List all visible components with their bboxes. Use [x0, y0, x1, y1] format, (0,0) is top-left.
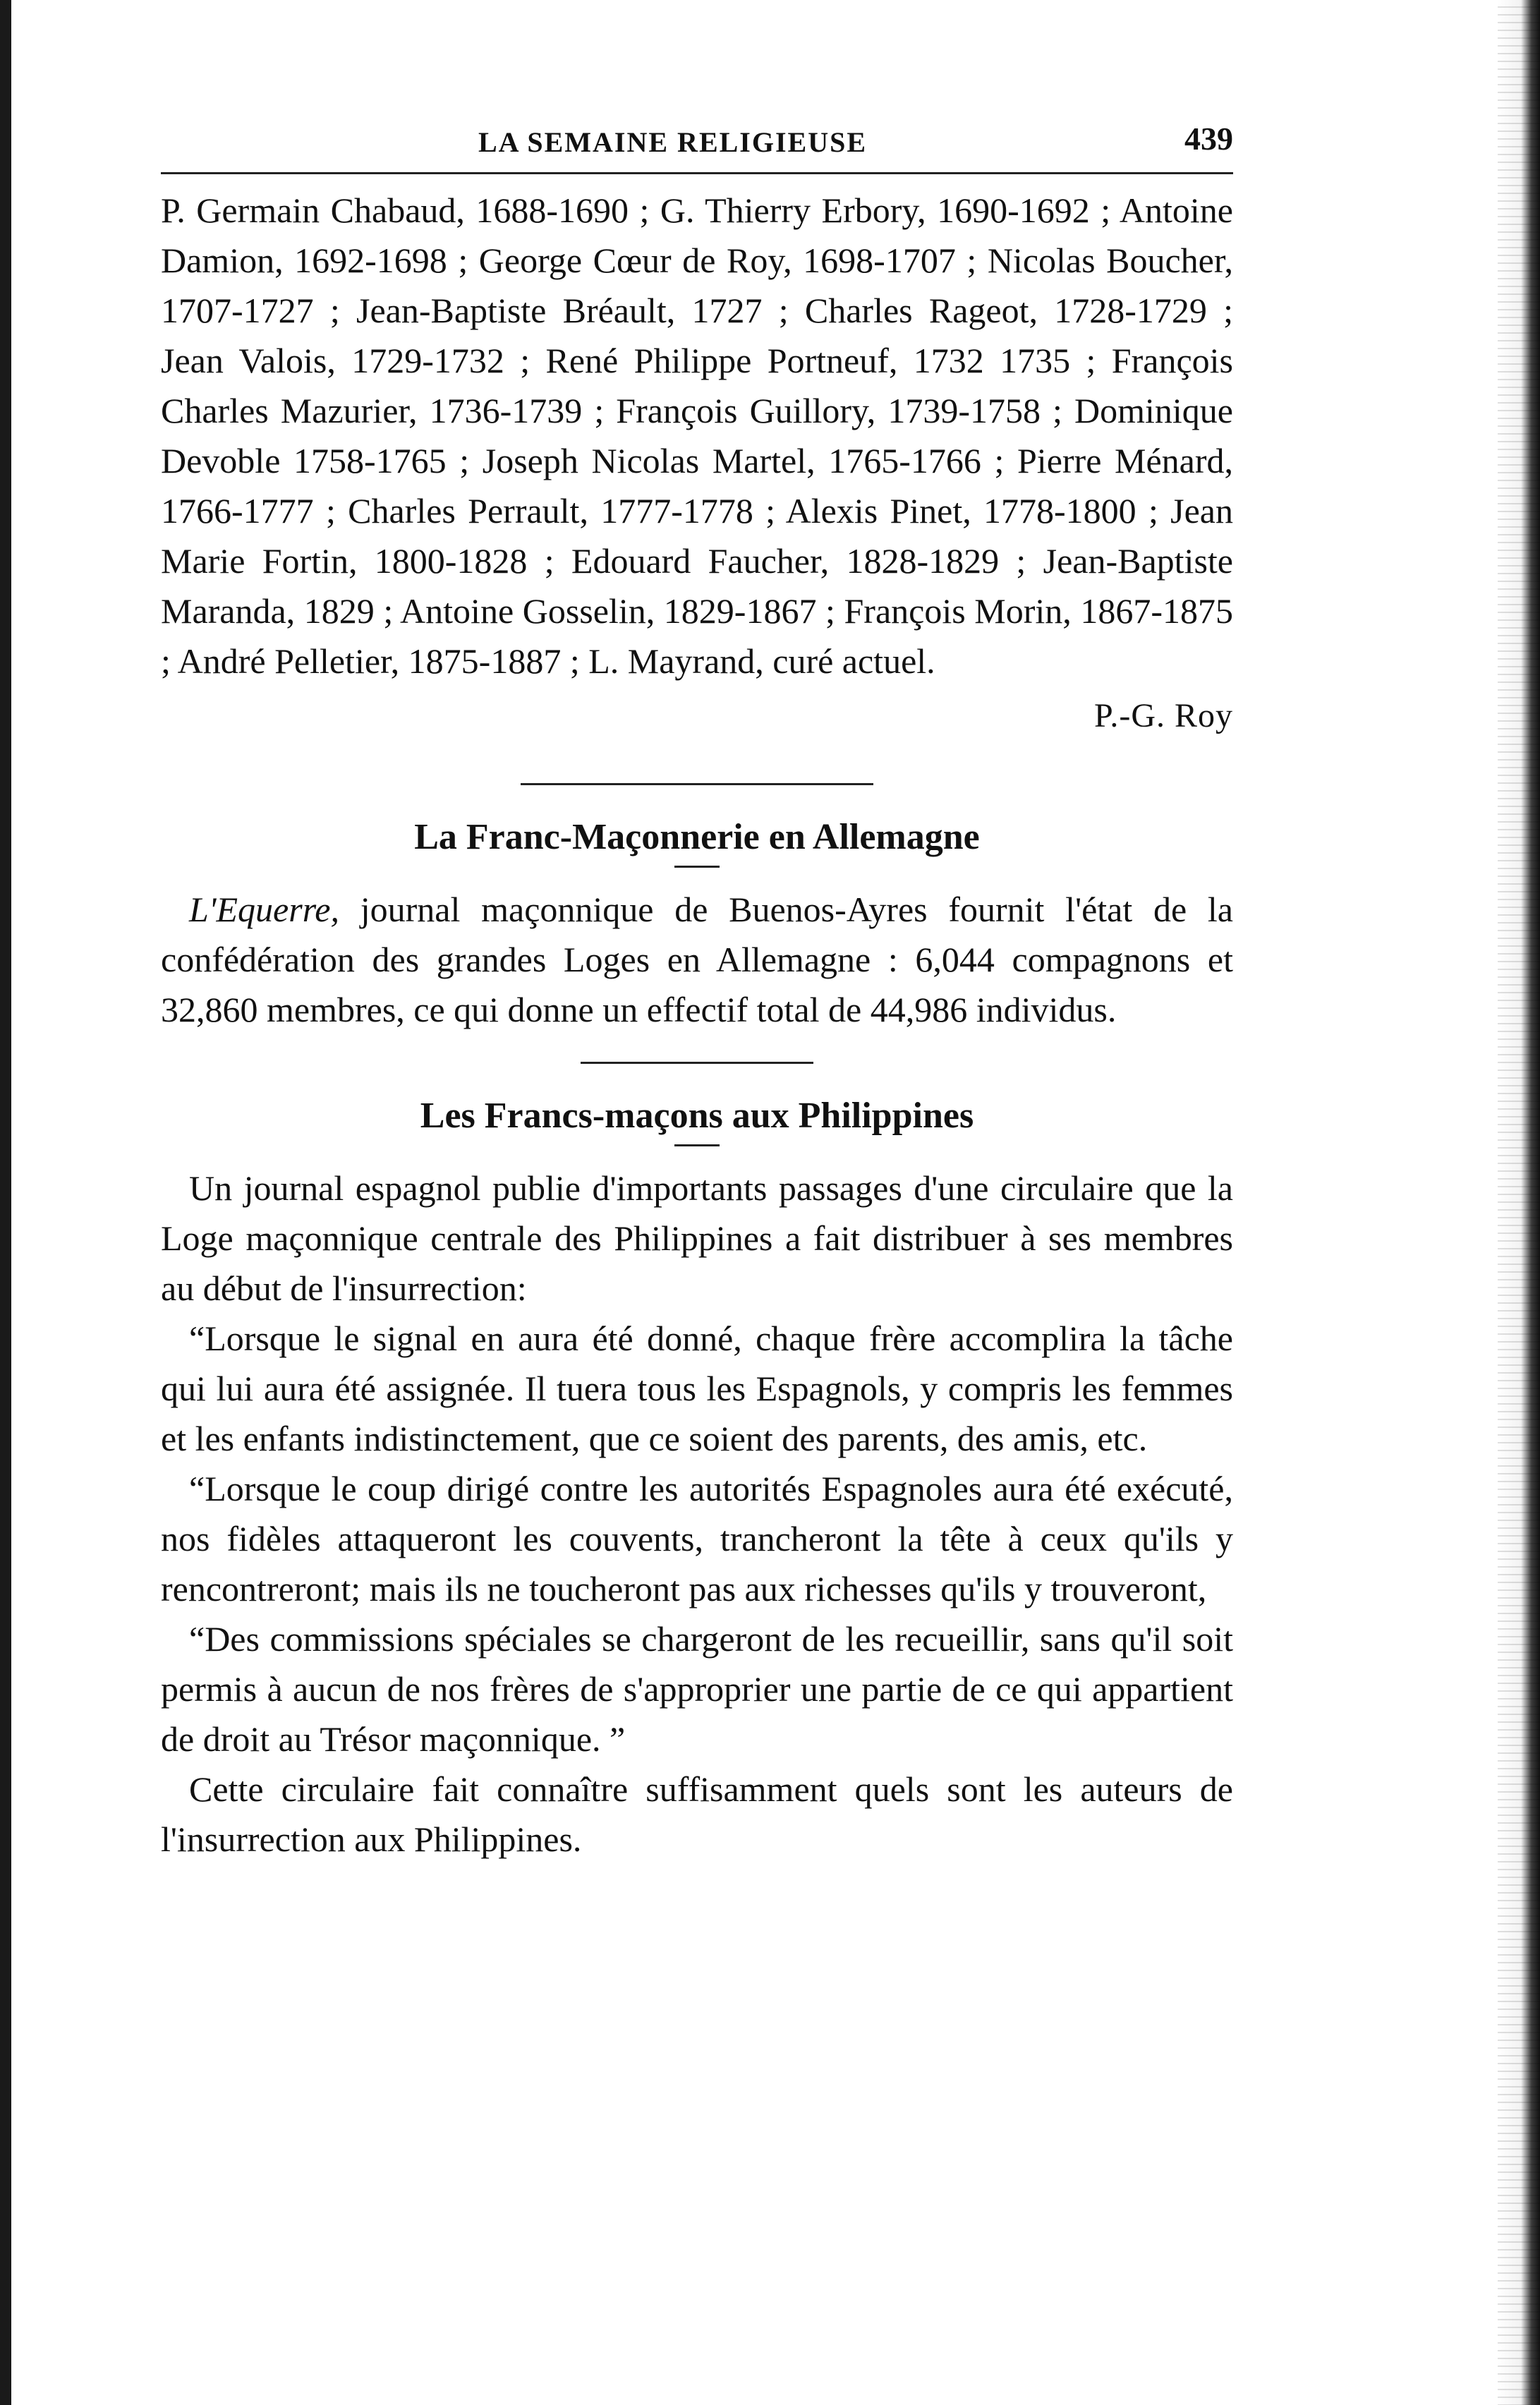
- title-dash: [674, 1144, 720, 1146]
- article-text: journal maçonnique de Buenos-Ayres fournit l'état de la confédération des grandes Loges en Allemagne : 6,044 compagnons et 32,860 membres, ce qui donne un effectif total de 44,986 individus.: [161, 890, 1233, 1029]
- section-divider: [521, 783, 873, 785]
- title-dash: [674, 866, 720, 868]
- running-head: [161, 120, 1233, 169]
- page-number: 439: [1184, 121, 1233, 157]
- article-paragraph: “Lorsque le signal en aura été donné, chaque frère accomplira la tâche qui lui aura été assignée. Il tuera tous les Espagnols, y compris les femmes et les enfants indistinctement, que ce soient des parents, des amis, etc.: [161, 1319, 1233, 1458]
- scan-edge-left: [0, 0, 11, 2405]
- page: [161, 120, 1233, 1865]
- curate-list-section: [161, 186, 1233, 741]
- article-paragraph: “Des commissions spéciales se chargeront de les recueillir, sans qu'il soit permis à aucun de nos frères de s'approprier une partie de ce qui appartient de droit au Trésor maçonnique. ”: [161, 1619, 1233, 1759]
- journal-name: L'Equerre,: [189, 890, 339, 929]
- section-divider: [581, 1062, 813, 1064]
- article-paragraph: [161, 885, 1233, 1035]
- article-paragraph: Un journal espagnol publie d'importants passages d'une circulaire que la Loge maçonnique centrale des Philippines a fait distribuer à ses membres au début de l'insurrection:: [161, 1168, 1233, 1308]
- article-franc-maconnerie: [161, 885, 1233, 1035]
- running-title: LA SEMAINE RELIGIEUSE: [478, 126, 868, 158]
- signature: P.-G. Roy: [1093, 697, 1233, 734]
- article-paragraph: Cette circulaire fait connaître suffisamment quels sont les auteurs de l'insurrection aux Philippines.: [161, 1769, 1233, 1859]
- scan-edge-right: [1498, 0, 1540, 2405]
- article-title-franc-maconnerie: La Franc-Maçonnerie en Allemagne: [414, 817, 980, 857]
- article-philippines: [161, 1163, 1233, 1865]
- curate-list-paragraph: P. Germain Chabaud, 1688-1690 ; G. Thierry Erbory, 1690-1692 ; Antoine Damion, 1692-1698 ; George Cœur de Roy, 1698-1707 ; Nicolas Boucher, 1707-1727 ; Jean-Baptiste Bréault, 1727 ; Charles Rageot, 1728-1729 ; Jean Valois, 1729-1732 ; René Philippe Portneuf, 1732 1735 ; François Charles Mazurier, 1736-1739 ; François Guillory, 1739-1758 ; Dominique Devoble 1758-1765 ; Joseph Nicolas Martel, 1765-1766 ; Pierre Ménard, 1766-1777 ; Charles Perrault, 1777-1778 ; Alexis Pinet, 1778-1800 ; Jean Marie Fortin, 1800-1828 ; Edouard Faucher, 1828-1829 ; Jean-Baptiste Maranda, 1829 ; Antoine Gosselin, 1829-1867 ; François Morin, 1867-1875 ; André Pelletier, 1875-1887 ; L. Mayrand, curé actuel.: [161, 190, 1233, 681]
- article-title-philippines: Les Francs-maçons aux Philippines: [420, 1096, 974, 1136]
- header-rule: [161, 172, 1233, 174]
- article-paragraph: “Lorsque le coup dirigé contre les autorités Espagnoles aura été exécuté, nos fidèles attaqueront les couvents, trancheront la tête à ceux qu'ils y rencontreront; mais ils ne toucheront pas aux richesses qu'ils y trouveront,: [161, 1469, 1233, 1609]
